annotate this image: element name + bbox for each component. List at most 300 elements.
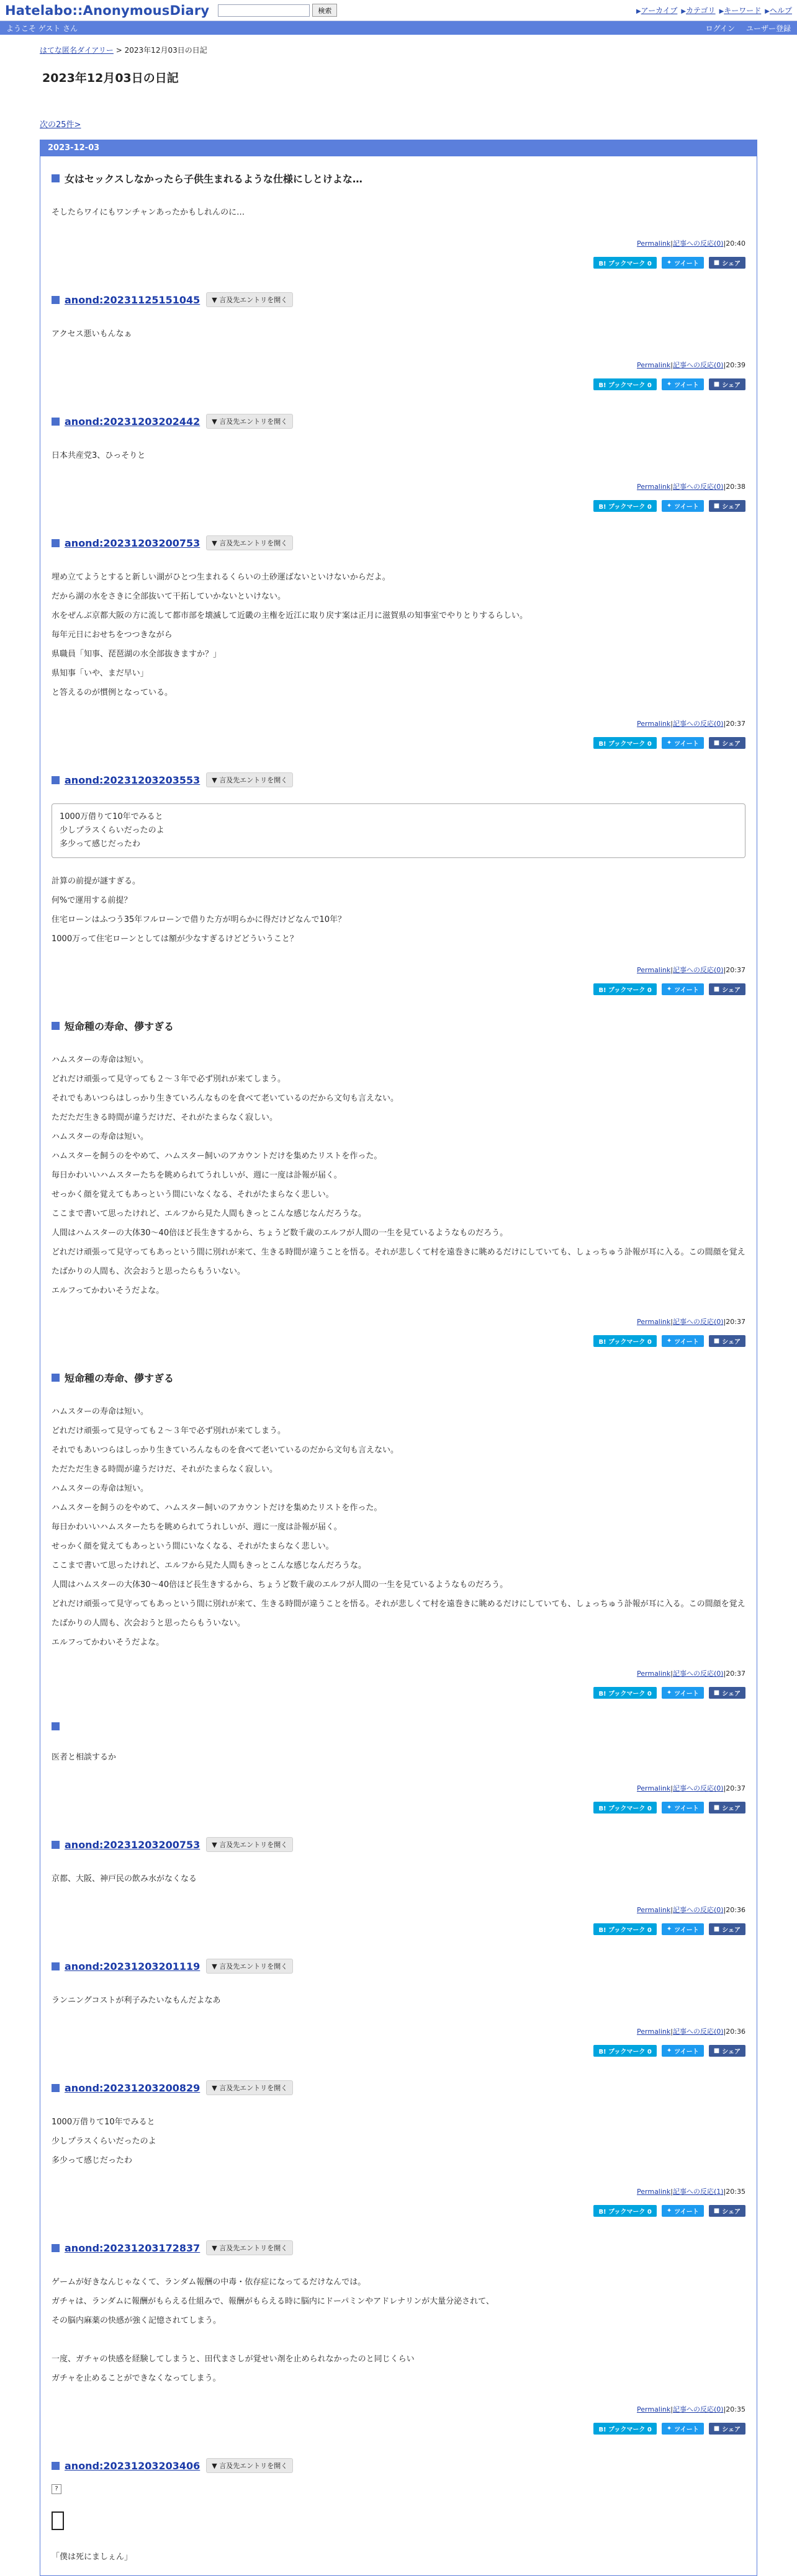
tweet-button[interactable] — [662, 1335, 704, 1347]
entry-meta — [52, 2026, 745, 2036]
meta-separator: | — [723, 361, 726, 369]
entry-title-text: 女はセックスしなかったら子供生まれるような仕様にしとけよな… — [65, 173, 362, 185]
entry-meta — [52, 1668, 745, 1678]
body-line: ハムスターの寿命は短い。 — [52, 1055, 149, 1065]
entry-time: 20:37 — [726, 720, 745, 728]
facebook-share-button[interactable] — [709, 737, 745, 749]
entry-time: 20:36 — [726, 1906, 745, 1914]
tweet-button[interactable] — [662, 2423, 704, 2435]
hatena-bookmark-button[interactable] — [593, 1923, 656, 1935]
facebook-share-button[interactable] — [709, 2423, 745, 2435]
open-reference-button[interactable]: ▼ 言及先エントリを開く — [206, 2240, 293, 2255]
nav-item-archive[interactable] — [636, 5, 677, 16]
user-bar — [0, 21, 797, 35]
entry-section — [40, 758, 757, 1004]
body-line: ハムスターの寿命は短い。 — [52, 1484, 149, 1493]
body-line: 毎日かわいいハムスターたちを眺められてうれしいが、週に一度は訃報が届く。 — [52, 1171, 342, 1180]
section-bullet-icon — [52, 418, 60, 426]
share-label: シェア — [722, 261, 741, 267]
bird-icon: ✦ — [666, 381, 672, 388]
permalink[interactable]: Permalink — [637, 966, 671, 974]
open-reference-button[interactable]: ▼ 言及先エントリを開く — [206, 414, 293, 429]
bookmark-label: B! ブックマーク 0 — [598, 987, 652, 994]
entry-meta — [52, 481, 745, 491]
reactions-link[interactable]: 記事への反応(0) — [672, 720, 724, 728]
body-line: それでもあいつらはしっかり生きていろんなものを食べて老いているのだから文句も言えない。 — [52, 1094, 399, 1103]
arrow-right-icon: ▶ — [719, 8, 724, 15]
tweet-label: ツイート — [674, 261, 699, 267]
open-reference-button[interactable]: ▼ 言及先エントリを開く — [206, 535, 293, 550]
entry-body — [52, 1991, 745, 2010]
entry-time: 20:37 — [726, 966, 745, 974]
entry-title — [52, 292, 745, 307]
reactions-link[interactable]: 記事への反応(1) — [672, 2188, 724, 2196]
reactions-link[interactable]: 記事への反応(0) — [672, 1318, 724, 1326]
permalink[interactable]: Permalink — [637, 2028, 671, 2036]
facebook-icon: ■ — [713, 2207, 720, 2214]
facebook-share-button[interactable] — [709, 378, 745, 390]
body-line: そしたらワイにもワンチャンあったかもしれんのに… — [52, 208, 245, 217]
bird-icon: ✦ — [666, 1804, 672, 1811]
entry-body — [52, 324, 745, 344]
reactions-link[interactable]: 記事への反応(0) — [672, 2405, 724, 2413]
section-bullet-icon — [52, 174, 60, 182]
tweet-button[interactable] — [662, 1687, 704, 1699]
entry-title — [52, 2240, 745, 2255]
meta-separator: | — [723, 1784, 726, 1792]
body-line: ただただ生きる時間が違うだけだ、それがたまらなく寂しい。 — [52, 1465, 278, 1474]
entry-title — [52, 1371, 745, 1385]
body-line: 人間はハムスターの大体30〜40倍ほど長生きするから、ちょうど数千歳のエルフが人間の一生を見ているようなものだろう。 — [52, 1228, 508, 1238]
breadcrumb-home[interactable]: はてな匿名ダイアリー — [40, 46, 114, 55]
reactions-link[interactable]: 記事への反応(0) — [672, 1670, 724, 1678]
meta-separator: | — [723, 966, 726, 974]
meta-separator: | — [723, 1670, 726, 1678]
body-line: 水をぜんぶ京都大阪の方に流して都市部を壊滅して近畿の主権を近江に取り戻す案は正月に滋賀県の知事室でやりとりするらしい。 — [52, 611, 528, 620]
day-header[interactable]: 2023-12-03 — [40, 140, 757, 156]
body-line: どれだけ頑張って見守っても２〜３年で必ず別れが来てしまう。 — [52, 1075, 286, 1084]
facebook-share-button[interactable] — [709, 257, 745, 269]
body-line: 京都、大阪、神戸民の飲み水がなくなる — [52, 1874, 197, 1884]
body-line: 県職員「知事、琵琶湖の水全部抜きますか？」 — [52, 650, 222, 659]
body-line: その脳内麻薬の快感が強く記憶されてしまう。 — [52, 2316, 222, 2325]
share-label: シェア — [722, 382, 741, 389]
facebook-icon: ■ — [713, 1926, 720, 1933]
section-bullet-icon — [52, 296, 60, 304]
entry-body — [52, 872, 745, 949]
bird-icon: ✦ — [666, 2047, 672, 2054]
body-line: 何%で運用する前提？ — [52, 896, 132, 905]
arrow-right-icon: ▶ — [636, 8, 641, 15]
bird-icon: ✦ — [666, 259, 672, 266]
bookmark-label: B! ブックマーク 0 — [598, 1805, 652, 1812]
entry-body — [52, 1869, 745, 1889]
section-bullet-icon — [52, 1374, 60, 1382]
entry-body — [52, 203, 745, 222]
entry-section — [40, 399, 757, 521]
search-button[interactable]: 検索 — [312, 4, 337, 17]
open-reference-button[interactable]: ▼ 言及先エントリを開く — [206, 772, 293, 787]
facebook-share-button[interactable] — [709, 1802, 745, 1813]
bookmark-label: B! ブックマーク 0 — [598, 1927, 652, 1934]
body-line: ゲームが好きなんじゃなくて、ランダム報酬の中毒・依存症になってるだけなんでは。 — [52, 2278, 366, 2287]
entry-section — [40, 1004, 757, 1356]
facebook-icon: ■ — [713, 259, 720, 266]
bird-icon: ✦ — [666, 2425, 672, 2432]
entry-section — [40, 1822, 757, 1944]
open-reference-button[interactable]: ▼ 言及先エントリを開く — [206, 292, 293, 307]
entry-title — [52, 414, 745, 429]
meta-separator: | — [723, 2405, 726, 2413]
bookmark-label: B! ブックマーク 0 — [598, 2049, 652, 2055]
permalink[interactable]: Permalink — [637, 1670, 671, 1678]
body-line: どれだけ頑張って見守ってもあっという間に別れが来て、生きる時間が違うことを悟る。それが悲しくて村を遠巻きに眺めるだけにしていても、しょっちゅう訃報が耳に入る。この間顔を覚えたばかりの人間も、次会おうと思ったらもういない。 — [52, 1248, 745, 1276]
entry-body — [52, 2113, 745, 2170]
hatena-bookmark-button[interactable] — [593, 737, 656, 749]
entry-meta — [52, 1905, 745, 1915]
entry-meta — [52, 2186, 745, 2196]
permalink[interactable]: Permalink — [637, 2405, 671, 2413]
site-logo[interactable]: Hatelabo::AnonymousDiary — [5, 2, 210, 18]
entry-section — [40, 2443, 757, 2575]
share-label: シェア — [722, 1339, 741, 1346]
open-reference-button[interactable]: ▼ 言及先エントリを開く — [206, 1959, 293, 1974]
tweet-button[interactable] — [662, 378, 704, 390]
entry-section — [40, 2065, 757, 2225]
body-line: ランニングコストが利子みたいなもんだよなあ — [52, 1996, 221, 2005]
share-buttons — [52, 1335, 745, 1347]
entry-body — [52, 1050, 745, 1300]
breadcrumb-current: 2023年12月03日の日記 — [124, 46, 207, 55]
entry-list — [40, 156, 757, 2575]
meta-separator: | — [723, 483, 726, 491]
arrow-right-icon: ▶ — [765, 8, 770, 15]
entry-title — [52, 2458, 745, 2473]
hatena-bookmark-button[interactable] — [593, 1687, 656, 1699]
body-line: エルフってかわいそうだよな。 — [52, 1638, 164, 1647]
quote-line: 多少って感じだったわ — [60, 839, 141, 849]
reactions-link[interactable]: 記事への反応(0) — [672, 2028, 724, 2036]
reactions-link[interactable]: 記事への反応(0) — [672, 361, 724, 369]
facebook-icon: ■ — [713, 381, 720, 388]
entry-title-text: 短命種の寿命、儚すぎる — [65, 1372, 174, 1384]
top-nav — [636, 5, 792, 16]
tweet-label: ツイート — [674, 1927, 699, 1934]
entry-meta — [52, 238, 745, 248]
nav-link-help[interactable]: ヘルプ — [769, 6, 792, 15]
entry-time: 20:40 — [726, 239, 745, 248]
reactions-link[interactable]: 記事への反応(0) — [672, 1906, 724, 1914]
entry-title — [52, 1019, 745, 1033]
nav-item-category[interactable] — [681, 5, 715, 16]
body-line: エルフってかわいそうだよな。 — [52, 1286, 164, 1295]
body-line: 医者と相談するか — [52, 1753, 117, 1762]
body-line: ただただ生きる時間が違うだけだ、それがたまらなく寂しい。 — [52, 1113, 278, 1122]
entry-time: 20:35 — [726, 2405, 745, 2413]
tweet-label: ツイート — [674, 1339, 699, 1346]
section-bullet-icon — [52, 1022, 60, 1030]
meta-separator: | — [670, 720, 673, 728]
meta-separator: | — [723, 2188, 726, 2196]
share-label: シェア — [722, 1927, 741, 1934]
nav-item-help[interactable] — [765, 5, 792, 16]
body-line: と答えるのが慣例となっている。 — [52, 688, 173, 697]
open-reference-button[interactable]: ▼ 言及先エントリを開く — [206, 2080, 293, 2095]
hatena-bookmark-button[interactable] — [593, 2423, 656, 2435]
tweet-label: ツイート — [674, 2049, 699, 2055]
body-line: 多少って感じだったわ — [52, 2156, 133, 2165]
body-line: ガチャを止めることができなくなってしまう。 — [52, 2374, 221, 2383]
share-buttons — [52, 257, 745, 269]
section-bullet-icon — [52, 539, 60, 547]
entry-time: 20:37 — [726, 1784, 745, 1792]
meta-separator: | — [670, 1670, 673, 1678]
hatena-bookmark-button[interactable] — [593, 500, 656, 512]
facebook-icon: ■ — [713, 1804, 720, 1811]
share-label: シェア — [722, 2209, 741, 2216]
body-line: ここまで書いて思ったけれど、エルフから見た人間もきっとこんな感じなんだろうな。 — [52, 1209, 367, 1219]
body-line: せっかく顔を覚えてもあっという間にいなくなる、それがたまらなく悲しい。 — [52, 1190, 334, 1199]
share-label: シェア — [722, 741, 741, 748]
arrow-right-icon: ▶ — [681, 8, 687, 15]
entry-meta — [52, 2404, 745, 2414]
body-line: 「僕は死にましぇん」 — [52, 2552, 133, 2562]
body-line: ハムスターの寿命は短い。 — [52, 1132, 149, 1142]
bird-icon: ✦ — [666, 1338, 672, 1344]
share-buttons — [52, 1923, 745, 1935]
page-title: 2023年12月03日の日記 — [42, 71, 179, 85]
share-label: シェア — [722, 1805, 741, 1812]
facebook-share-button[interactable] — [709, 2045, 745, 2057]
body-line: ガチャは、ランダムに報酬がもらえる仕組みで、報酬がもらえる時に脳内にドーパミンやアドレナリンが大量分泌されて、 — [52, 2297, 494, 2306]
share-label: シェア — [722, 2049, 741, 2055]
tweet-label: ツイート — [674, 987, 699, 994]
facebook-icon: ■ — [713, 2047, 720, 2054]
hatena-bookmark-button[interactable] — [593, 1802, 656, 1813]
entry-meta — [52, 1317, 745, 1326]
entry-time: 20:38 — [726, 483, 745, 491]
entry-body — [52, 1402, 745, 1652]
body-line: 計算の前提が謎すぎる。 — [52, 877, 141, 886]
tweet-button[interactable] — [662, 983, 704, 995]
blockquote — [52, 803, 745, 858]
tweet-label: ツイート — [674, 1691, 699, 1697]
breadcrumb-separator: > — [115, 46, 122, 55]
permalink[interactable]: Permalink — [637, 1906, 671, 1914]
login-link[interactable]: ログイン — [705, 24, 735, 33]
breadcrumb — [40, 45, 757, 55]
facebook-share-button[interactable] — [709, 500, 745, 512]
share-buttons — [52, 1687, 745, 1699]
welcome-text: ようこそ ゲスト さん — [6, 24, 78, 33]
section-bullet-icon — [52, 1722, 60, 1730]
facebook-icon: ■ — [713, 2425, 720, 2432]
nav-link-archive[interactable]: アーカイブ — [641, 6, 678, 15]
hatena-bookmark-button[interactable] — [593, 1335, 656, 1347]
tweet-button[interactable] — [662, 2045, 704, 2057]
nav-link-category[interactable]: カテゴリ — [686, 6, 716, 15]
bookmark-label: B! ブックマーク 0 — [598, 2426, 652, 2433]
entry-section — [40, 277, 757, 399]
hatena-bookmark-button[interactable] — [593, 983, 656, 995]
reactions-link[interactable]: 記事への反応(0) — [672, 966, 724, 974]
body-line: 埋め立てようとすると新しい湖がひとつ生まれるくらいの土砂運ばないといけないからだよ。 — [52, 573, 390, 582]
body-line: せっかく顔を覚えてもあっという間にいなくなる、それがたまらなく悲しい。 — [52, 1542, 334, 1551]
meta-separator: | — [723, 720, 726, 728]
bird-icon: ✦ — [666, 2207, 672, 2214]
body-line: 一度、ガチャの快感を経験してしまうと、田代まさしが覚せい剤を止められなかったのと同じくらい — [52, 2355, 415, 2364]
entry-title-link[interactable]: anond:20231203203553 — [65, 774, 200, 786]
entry-title — [52, 1837, 745, 1852]
body-line: どれだけ頑張って見守ってもあっという間に別れが来て、生きる時間が違うことを悟る。それが悲しくて村を遠巻きに眺めるだけにしていても、しょっちゅう訃報が耳に入る。この間顔を覚えたばかりの人間も、次会おうと思ったらもういない。 — [52, 1599, 745, 1628]
permalink[interactable]: Permalink — [637, 239, 671, 248]
hatena-bookmark-button[interactable] — [593, 2205, 656, 2217]
share-label: シェア — [722, 1691, 741, 1697]
entry-title-link[interactable]: anond:20231203200753 — [65, 1838, 200, 1851]
tweet-label: ツイート — [674, 2426, 699, 2433]
bookmark-label: B! ブックマーク 0 — [598, 1691, 652, 1697]
permalink[interactable]: Permalink — [637, 361, 671, 369]
reactions-link[interactable]: 記事への反応(0) — [672, 239, 724, 248]
open-reference-button[interactable]: ▼ 言及先エントリを開く — [206, 1837, 293, 1852]
hatena-bookmark-button[interactable] — [593, 378, 656, 390]
entry-time: 20:35 — [726, 2188, 745, 2196]
tweet-button[interactable] — [662, 737, 704, 749]
reactions-link[interactable]: 記事への反応(0) — [672, 483, 724, 491]
bird-icon: ✦ — [666, 503, 672, 509]
body-line: 1000万って住宅ローンとしては額が少なすぎるけどどういうこと？ — [52, 934, 298, 944]
body-line: ハムスターの寿命は短い。 — [52, 1407, 149, 1416]
permalink[interactable]: Permalink — [637, 483, 671, 491]
facebook-icon: ■ — [713, 986, 720, 993]
meta-separator: | — [670, 1906, 673, 1914]
section-bullet-icon — [52, 1962, 60, 1970]
day-box — [40, 140, 757, 2576]
entry-title — [52, 535, 745, 550]
hatena-bookmark-button[interactable] — [593, 257, 656, 269]
permalink[interactable]: Permalink — [637, 1784, 671, 1792]
register-link[interactable]: ユーザー登録 — [745, 24, 791, 33]
entry-title-link[interactable]: anond:20231125151045 — [65, 293, 200, 306]
meta-separator: | — [670, 966, 673, 974]
entry-title — [52, 1959, 745, 1974]
share-buttons — [52, 2045, 745, 2057]
tweet-button[interactable] — [662, 257, 704, 269]
facebook-icon: ■ — [713, 740, 720, 746]
facebook-icon: ■ — [713, 1338, 720, 1344]
meta-separator: | — [723, 1906, 726, 1914]
entry-title — [52, 772, 745, 787]
meta-separator: | — [723, 2028, 726, 2036]
entry-meta — [52, 360, 745, 370]
entry-time: 20:37 — [726, 1670, 745, 1678]
share-buttons — [52, 983, 745, 995]
entry-body — [52, 568, 745, 702]
section-bullet-icon — [52, 2084, 60, 2092]
body-line: だから湖の水をさきに全部抜いて干拓していかないといけない。 — [52, 592, 286, 601]
facebook-share-button[interactable] — [709, 983, 745, 995]
entry-title — [52, 1722, 745, 1730]
quote-line: 1000万借りて10年でみると — [60, 812, 163, 821]
permalink[interactable]: Permalink — [637, 2188, 671, 2196]
hatena-bookmark-button[interactable] — [593, 2045, 656, 2057]
tweet-button[interactable] — [662, 1923, 704, 1935]
share-buttons — [52, 1802, 745, 1813]
body-line: 毎年元日におせちをつつきながら — [52, 630, 173, 640]
entry-section — [40, 2225, 757, 2443]
body-line: 日本共産党3、ひっそりと — [52, 451, 146, 460]
share-label: シェア — [722, 987, 741, 994]
bookmark-label: B! ブックマーク 0 — [598, 504, 652, 511]
facebook-share-button[interactable] — [709, 1687, 745, 1699]
share-buttons — [52, 2423, 745, 2435]
entry-time: 20:39 — [726, 361, 745, 369]
entry-body — [52, 2547, 745, 2567]
entry-title-link[interactable]: anond:20231203200753 — [65, 537, 200, 549]
nav-link-keyword[interactable]: キーワード — [724, 6, 762, 15]
permalink[interactable]: Permalink — [637, 720, 671, 728]
entry-title-link[interactable]: anond:20231203200829 — [65, 2082, 200, 2094]
body-line: 少しプラスくらいだったのよ — [52, 2137, 156, 2146]
top-bar — [0, 0, 797, 21]
open-reference-button[interactable]: ▼ 言及先エントリを開く — [206, 2458, 293, 2473]
section-bullet-icon — [52, 776, 60, 784]
meta-separator: | — [670, 2188, 673, 2196]
body-line: どれだけ頑張って見守っても２〜３年で必ず別れが来てしまう。 — [52, 1426, 286, 1436]
facebook-share-button[interactable] — [709, 1335, 745, 1347]
section-bullet-icon — [52, 2462, 60, 2470]
share-buttons — [52, 2205, 745, 2217]
permalink[interactable]: Permalink — [637, 1318, 671, 1326]
entry-section — [40, 1944, 757, 2065]
facebook-share-button[interactable] — [709, 1923, 745, 1935]
entry-title-link[interactable]: anond:20231203201119 — [65, 1960, 200, 1972]
entry-title-link[interactable]: anond:20231203203406 — [65, 2459, 200, 2472]
bird-icon: ✦ — [666, 1926, 672, 1933]
entry-title-link[interactable]: anond:20231203202442 — [65, 415, 200, 427]
quote-line: 少しプラスくらいだったのよ — [60, 826, 164, 835]
tweet-label: ツイート — [674, 1805, 699, 1812]
tweet-button[interactable] — [662, 1802, 704, 1813]
body-line: 人間はハムスターの大体30〜40倍ほど長生きするから、ちょうど数千歳のエルフが人間の一生を見ているようなものだろう。 — [52, 1580, 508, 1590]
entry-section — [40, 156, 757, 277]
entry-time: 20:37 — [726, 1318, 745, 1326]
facebook-share-button[interactable] — [709, 2205, 745, 2217]
meta-separator: | — [670, 2405, 673, 2413]
section-bullet-icon — [52, 1841, 60, 1849]
search-input[interactable] — [218, 4, 310, 17]
entry-section — [40, 521, 757, 758]
facebook-icon: ■ — [713, 1689, 720, 1696]
body-line: ハムスターを飼うのをやめて、ハムスター飼いのアカウントだけを集めたリストを作った。 — [52, 1152, 382, 1161]
tweet-button[interactable] — [662, 2205, 704, 2217]
tweet-button[interactable] — [662, 500, 704, 512]
reactions-link[interactable]: 記事への反応(0) — [672, 1784, 724, 1792]
body-line: 毎日かわいいハムスターたちを眺められてうれしいが、週に一度は訃報が届く。 — [52, 1523, 342, 1532]
meta-separator: | — [670, 483, 673, 491]
main-content — [40, 45, 757, 2576]
entry-body — [52, 446, 745, 465]
entry-title-link[interactable]: anond:20231203172837 — [65, 2242, 200, 2254]
share-buttons — [52, 500, 745, 512]
pager — [40, 118, 757, 130]
nav-item-keyword[interactable] — [719, 5, 762, 16]
next-page-link[interactable]: 次の25件> — [40, 120, 81, 130]
bookmark-label: B! ブックマーク 0 — [598, 382, 652, 389]
entry-time: 20:36 — [726, 2028, 745, 2036]
body-line: ハムスターを飼うのをやめて、ハムスター飼いのアカウントだけを集めたリストを作った。 — [52, 1503, 382, 1513]
meta-separator: | — [670, 239, 673, 248]
